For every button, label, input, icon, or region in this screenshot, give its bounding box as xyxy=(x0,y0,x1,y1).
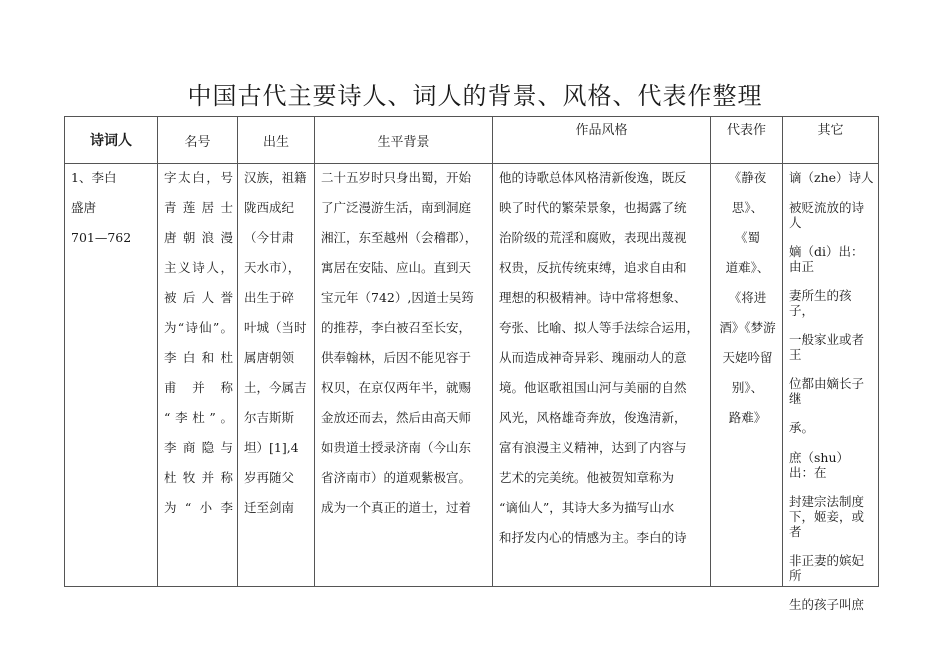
name-lines xyxy=(158,164,237,586)
cell-line: 非正妻的嫔妃所 xyxy=(789,553,865,583)
cell-line: 权贝，在京仅两年半，就赐 xyxy=(321,380,472,395)
cell-line: 属唐朝领 xyxy=(244,350,295,365)
cell-line: 尔吉斯斯 xyxy=(244,410,295,425)
cell-line: 别》、 xyxy=(731,380,764,395)
birth-lines xyxy=(238,164,314,586)
cell-line: 盛唐 xyxy=(71,200,97,215)
cell-line: 坦）[1],4 xyxy=(244,440,299,455)
cell-line: 道难》、 xyxy=(725,260,770,275)
cell-line: 承。 xyxy=(789,420,815,435)
cell-line: “谪仙人”，其诗大多为描写山水 xyxy=(499,500,675,515)
cell-line: 被贬流放的诗人 xyxy=(789,200,865,230)
other-lines xyxy=(783,164,878,612)
cell-line: 李商隐与 xyxy=(164,440,233,455)
cell-line: 思》、 xyxy=(731,200,764,215)
header-works: 代表作 xyxy=(711,117,783,164)
cell-line: 青莲居士 xyxy=(164,200,233,215)
header-poet: 诗词人 xyxy=(65,117,158,164)
cell-line: 字太白，号 xyxy=(164,170,233,185)
cell-line: 权贵，反抗传统束缚，追求自由和 xyxy=(499,260,687,275)
cell-line: 庶（shu）出：在 xyxy=(789,450,850,480)
cell-line: 被后人誉 xyxy=(164,290,233,305)
cell-poet xyxy=(65,164,158,587)
cell-line: 《蜀 xyxy=(734,230,760,245)
life-lines xyxy=(315,164,492,586)
cell-line: 为“诗仙”。 xyxy=(164,320,233,335)
cell-line: 杜牧并称 xyxy=(164,470,233,485)
cell-line: 土，今属吉 xyxy=(244,380,307,395)
cell-style xyxy=(493,164,711,587)
cell-line: 和抒发内心的情感为主。李白的诗 xyxy=(499,530,687,545)
cell-line: 供奉翰林，后因不能见容于 xyxy=(321,350,472,365)
cell-works xyxy=(711,164,783,587)
cell-line: 富有浪漫主义精神，达到了内容与 xyxy=(499,440,687,455)
cell-line: 叶城（当时 xyxy=(244,320,307,335)
cell-line: 夸张、比喻、拟人等手法综合运用， xyxy=(499,320,700,335)
cell-line: 701—762 xyxy=(71,230,132,245)
cell-line: 汉族，祖籍 xyxy=(244,170,307,185)
cell-line: 《静夜 xyxy=(728,170,767,185)
cell-line: “李杜”。 xyxy=(164,410,233,425)
cell-line: 映了时代的繁荣景象，也揭露了统 xyxy=(499,200,687,215)
cell-line: 省济南市）的道观紫极宫。 xyxy=(321,470,472,485)
header-life: 生平背景 xyxy=(315,117,493,164)
header-style: 作品风格 xyxy=(493,117,711,164)
cell-line: 的推荐，李白被召至长安， xyxy=(321,320,472,335)
header-name: 名号 xyxy=(158,117,238,164)
cell-line: 境。他讴歌祖国山河与美丽的自然 xyxy=(499,380,687,395)
cell-line: 治阶级的荒淫和腐败，表现出蔑视 xyxy=(499,230,687,245)
cell-line: （今甘肃 xyxy=(244,230,295,245)
style-lines xyxy=(493,164,710,586)
cell-other xyxy=(783,164,879,612)
cell-line: 天水市）， xyxy=(244,260,301,275)
cell-line: 《将进 xyxy=(728,290,767,305)
cell-line: 路难》 xyxy=(728,410,767,425)
cell-line: 从而造成神奇异彩、瑰丽动人的意 xyxy=(499,350,687,365)
header-other: 其它 xyxy=(783,117,879,164)
cell-line: 甫并称 xyxy=(164,380,233,395)
cell-line: 一般家业或者王 xyxy=(789,332,865,362)
cell-line: 寓居在安陆、应山。直到天 xyxy=(321,260,472,275)
cell-line: 1、李白 xyxy=(71,170,117,185)
cell-life xyxy=(315,164,493,587)
cell-line: 二十五岁时只身出蜀，开始 xyxy=(321,170,472,185)
cell-line: 妻所生的孩子， xyxy=(789,288,852,318)
cell-line: 谪（zhe）诗人 xyxy=(789,170,874,185)
page-title: 中国古代主要诗人、词人的背景、风格、代表作整理 xyxy=(187,82,763,110)
poet-table xyxy=(64,116,879,612)
cell-line: 金放还而去，然后由高天师 xyxy=(321,410,472,425)
cell-line: 风光，风格雄奇奔放，俊逸清新， xyxy=(499,410,687,425)
cell-line: 艺术的完美统。他被贺知章称为 xyxy=(499,470,675,485)
poet-lines xyxy=(65,164,157,586)
cell-line: 天姥吟留 xyxy=(722,350,773,365)
cell-line: 岁再随父 xyxy=(244,470,295,485)
cell-line: 如贵道士授录济南（今山东 xyxy=(321,440,472,455)
cell-line: 主义诗人， xyxy=(164,260,233,275)
cell-line: 理想的积极精神。诗中常将想象、 xyxy=(499,290,687,305)
table-row xyxy=(65,164,879,587)
cell-birth xyxy=(238,164,315,587)
cell-line: 位都由嫡长子继 xyxy=(789,376,865,406)
cell-line: 酒》《梦游 xyxy=(719,320,776,335)
cell-line: 他的诗歌总体风格清新俊逸，既反 xyxy=(499,170,687,185)
cell-line: 唐朝浪漫 xyxy=(164,230,233,245)
header-row xyxy=(65,117,879,164)
cell-line: 陇西成纪 xyxy=(244,200,295,215)
cell-line: 生的孩子叫庶 xyxy=(789,597,865,612)
cell-line: 湘江，东至越州（会稽郡）， xyxy=(321,230,478,245)
cell-line: 成为一个真正的道士，过着 xyxy=(321,500,472,515)
cell-line: 嫡（di）出：由正 xyxy=(789,244,864,274)
cell-line: 李白和杜 xyxy=(164,350,233,365)
cell-line: 出生于碎 xyxy=(244,290,295,305)
works-lines xyxy=(711,164,782,586)
cell-line: 为“小李 xyxy=(164,500,233,515)
cell-line: 封建宗法制度下，姬妾，或者 xyxy=(789,494,865,539)
header-birth: 出生 xyxy=(238,117,315,164)
cell-line: 宝元年（742）,因道士吴筠 xyxy=(321,290,474,305)
cell-name xyxy=(158,164,238,587)
cell-line: 迁至剑南 xyxy=(244,500,295,515)
cell-line: 了广泛漫游生活，南到洞庭 xyxy=(321,200,472,215)
